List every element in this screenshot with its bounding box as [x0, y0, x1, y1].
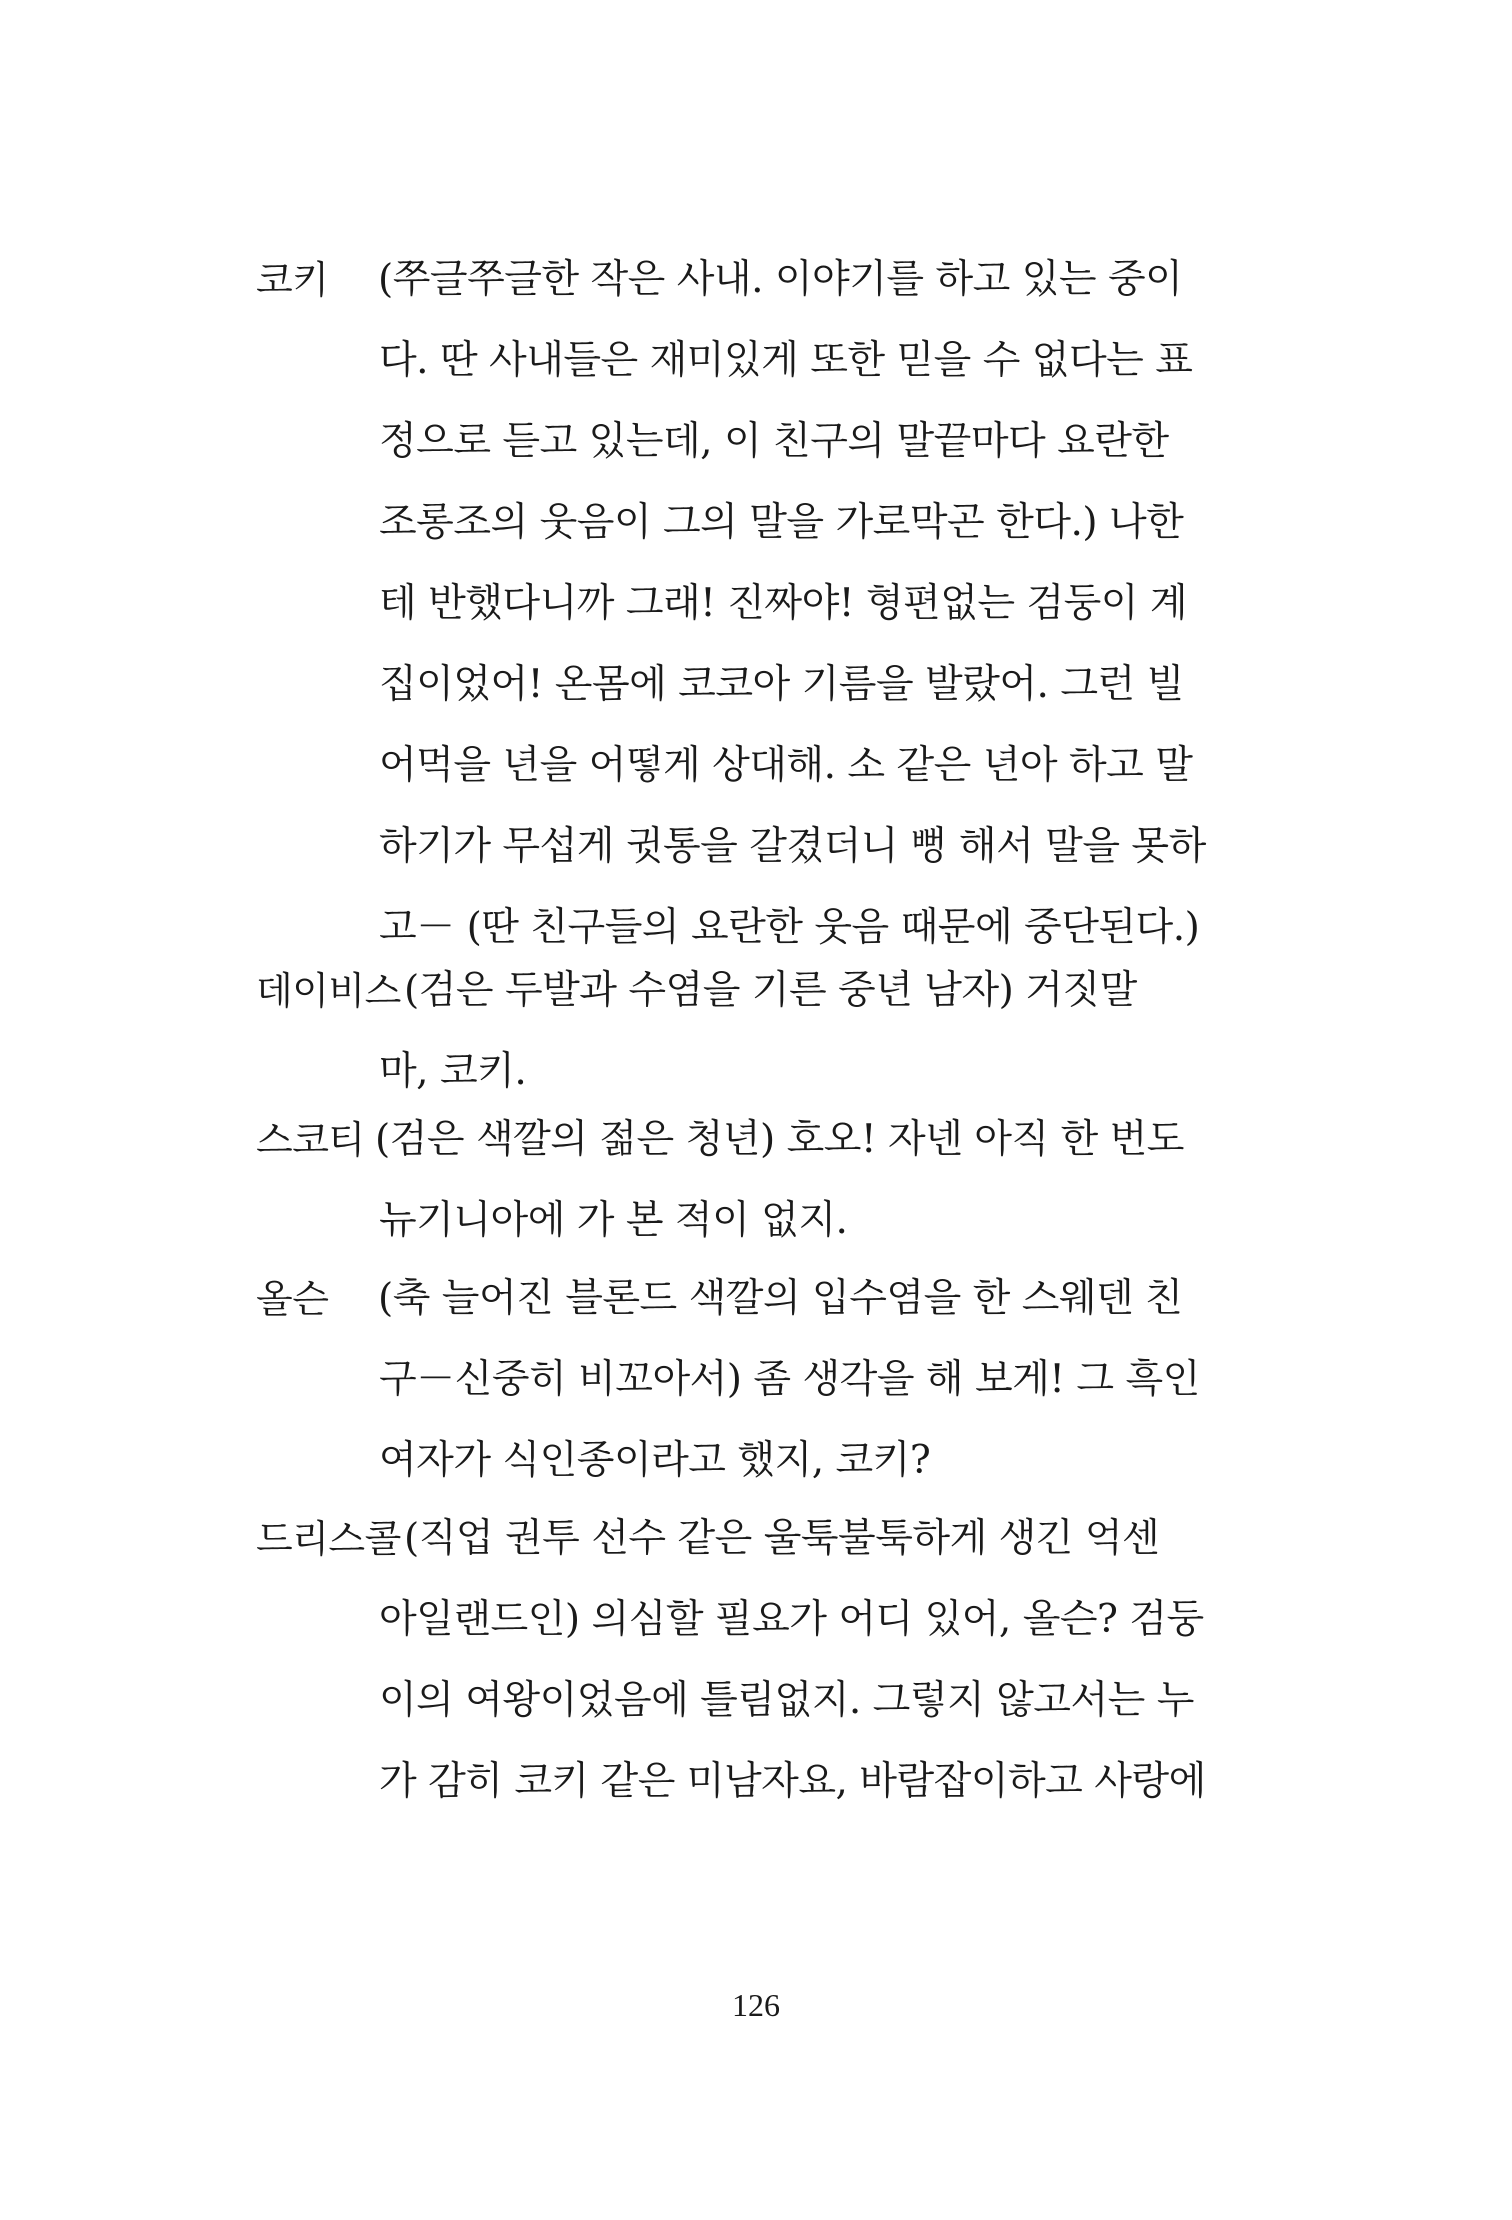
- page-number: 126: [732, 1987, 780, 2023]
- dialogue-line: 정으로 듣고 있는데, 이 친구의 말끝마다 요란한: [379, 419, 1169, 464]
- dialogue-line: 가 감히 코키 같은 미남자요, 바람잡이하고 사랑에: [379, 1759, 1206, 1804]
- speaker-name: 올슨: [256, 1277, 329, 1321]
- dialogue-line: 하기가 무섭게 귓통을 갈겼더니 뻥 해서 말을 못하: [379, 824, 1206, 869]
- dialogue-line: 집이었어! 온몸에 코코아 기름을 발랐어. 그런 빌: [379, 662, 1184, 707]
- dialogue-line: 테 반했다니까 그래! 진짜야! 형편없는 검둥이 계: [379, 581, 1188, 626]
- dialogue-line: 고－ (딴 친구들의 요란한 웃음 때문에 중단된다.): [379, 905, 1200, 950]
- dialogue-line: 다. 딴 사내들은 재미있게 또한 믿을 수 없다는 표: [379, 338, 1193, 383]
- dialogue-line: (축 늘어진 블론드 색깔의 입수염을 한 스웨덴 친: [378, 1276, 1183, 1321]
- dialogue-line: (쭈글쭈글한 작은 사내. 이야기를 하고 있는 중이: [378, 257, 1183, 302]
- speaker-name: 코키: [256, 258, 329, 302]
- dialogue-line: 뉴기니아에 가 본 적이 없지.: [379, 1198, 848, 1243]
- dialogue-line: (검은 두발과 수염을 기른 중년 남자) 거짓말: [404, 968, 1137, 1013]
- speaker-name: 드리스콜: [256, 1517, 401, 1561]
- speaker-name: 스코티: [256, 1118, 365, 1162]
- dialogue-line: 아일랜드인) 의심할 필요가 어디 있어, 올슨? 검둥: [379, 1597, 1204, 1642]
- dialogue-line: 구－신중히 비꼬아서) 좀 생각을 해 보게! 그 흑인: [379, 1357, 1200, 1402]
- dialogue-line: 마, 코키.: [379, 1049, 527, 1094]
- dialogue-line: 여자가 식인종이라고 했지, 코키?: [379, 1438, 931, 1483]
- dialogue-line: (직업 권투 선수 같은 울툭불툭하게 생긴 억센: [404, 1516, 1160, 1561]
- dialogue-line: 조롱조의 웃음이 그의 말을 가로막곤 한다.) 나한: [379, 500, 1184, 545]
- speaker-name: 데이비스: [256, 969, 401, 1013]
- dialogue-line: (검은 색깔의 젊은 청년) 호오! 자넨 아직 한 번도: [375, 1117, 1184, 1162]
- dialogue-line: 어먹을 년을 어떻게 상대해. 소 같은 년아 하고 말: [379, 743, 1193, 788]
- dialogue-line: 이의 여왕이었음에 틀림없지. 그렇지 않고서는 누: [379, 1678, 1194, 1723]
